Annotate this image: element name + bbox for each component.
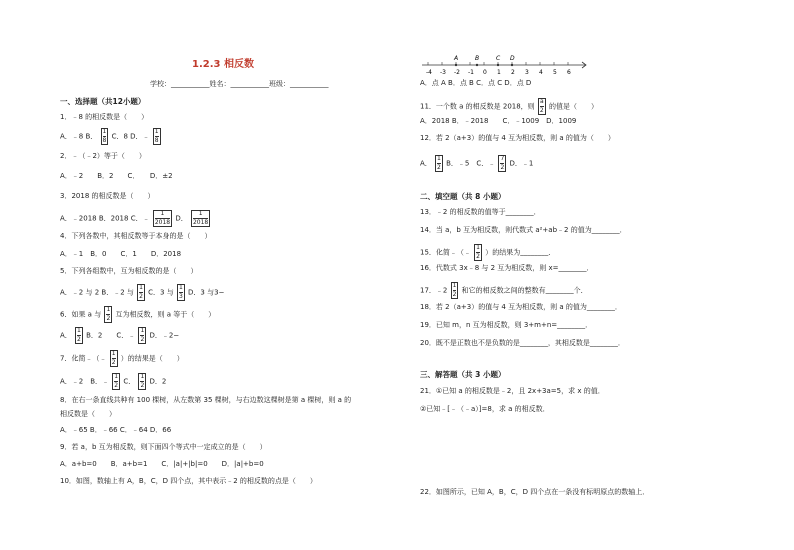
question-8-options: A．﹣65 B．﹣66 C．﹣64 D．66 <box>60 426 172 434</box>
question-9: 9．若 a，b 互为相反数，则下面四个等式中一定成立的是（ ） <box>60 443 267 451</box>
question-20: 20．既不是正数也不是负数的是________，其相反数是________． <box>420 339 625 347</box>
fraction-1-2: $\frac{1}{2}$ <box>140 373 145 389</box>
section-answer-title: 三、解答题（共 3 小题） <box>420 370 506 379</box>
axis-tick-label: 6 <box>567 69 571 76</box>
question-12: 12．若 2（a+3）的值与 4 互为相反数，则 a 的值为（ ） <box>420 134 615 142</box>
fraction-1-2: $\frac{1}{2}$ <box>77 327 81 343</box>
fraction-1-8: $\frac{1}{8}$ <box>154 128 159 144</box>
student-info-line: 学校：___________姓名：___________班级：___________ <box>150 80 329 88</box>
page-title: 1.2.3 相反数 <box>192 59 254 70</box>
question-5: 5．下列各组数中，互为相反数的是（ ） <box>60 267 198 275</box>
fraction-1-2018: $\frac{1}{2018}$ <box>154 210 171 226</box>
question-1: 1．﹣8 的相反数是（ ） <box>60 113 149 121</box>
fraction-1-2: $\frac{1}{2}$ <box>476 244 480 260</box>
fraction-1-2: $\frac{1}{2}$ <box>452 282 457 298</box>
question-19: 19．已知 m，n 互为相反数，则 3+m+n=________． <box>420 321 593 329</box>
question-21-part-2: ②已知﹣[﹣（﹣a）]=8，求 a 的相反数． <box>420 405 550 413</box>
question-5-options: A．﹣2 与 2 B．﹣2 与 $\frac{1}{2}$ C．3 与 $\frac{1}{3}$ D．3 与3− <box>60 284 225 300</box>
question-3: 3．2018 的相反数是（ ） <box>60 192 155 200</box>
fraction-1-2: $\frac{1}{2}$ <box>437 155 441 171</box>
point-label-a: A <box>454 55 459 62</box>
question-14: 14．当 a，b 互为相反数，则代数式 a²+ab﹣2 的值为________． <box>420 226 627 234</box>
question-6: 6．如果 a 与 $\frac{1}{2}$ 互为相反数，则 a 等于（ ） <box>60 306 216 322</box>
axis-tick-label: -2 <box>454 69 460 76</box>
question-12-options: A． $\frac{1}{2}$ B．﹣5 C．﹣ $\frac{7}{2}$ D．﹣1 <box>420 155 534 171</box>
axis-tick-label: -4 <box>426 69 432 76</box>
point-label-b: B <box>475 55 480 62</box>
axis-tick-label: 2 <box>511 69 515 76</box>
question-21-part-1: 21．①已知 a 的相反数是﹣2，且 2x+3a=5，求 x 的值． <box>420 387 605 395</box>
fraction-1-2: $\frac{1}{2}$ <box>111 350 116 366</box>
question-1-options: A．﹣8 B． $\frac{1}{8}$ C．8 D．﹣ $\frac{1}{8}$ <box>60 128 159 144</box>
question-8-line-2: 相反数是（ ） <box>60 410 116 418</box>
question-16: 16．代数式 3x﹣8 与 2 互为相反数，则 x=________． <box>420 264 594 272</box>
fraction-1-8: $\frac{1}{8}$ <box>102 128 107 144</box>
question-2: 2．﹣（﹣2）等于（ ） <box>60 152 146 160</box>
question-10: 10．如图，数轴上有 A，B，C，D 四个点，其中表示﹣2 的相反数的点是（ ） <box>60 477 317 485</box>
fraction-1-3: $\frac{1}{3}$ <box>178 284 183 300</box>
fraction-1-2018: $\frac{1}{2018}$ <box>192 210 209 226</box>
number-line-ticks <box>426 69 571 76</box>
axis-tick-label: 5 <box>553 69 557 76</box>
point-label-d: D <box>510 55 515 62</box>
question-18: 18．若 2（a+3）的值与 4 互为相反数，则 a 的值为________． <box>420 303 622 311</box>
section-fill-title: 二、填空题（共 8 小题） <box>420 192 506 201</box>
fraction-1-2: $\frac{1}{2}$ <box>114 373 119 389</box>
fraction-1-2: $\frac{1}{2}$ <box>106 306 111 322</box>
axis-tick-label: 4 <box>539 69 543 76</box>
question-11: 11．一个数 a 的相反数是 2018，则 $\frac{a}{2}$ 的值是（ ） <box>420 98 598 114</box>
axis-tick-label: 3 <box>525 69 529 76</box>
question-11-options: A．2018 B．﹣2018 C．﹣1009 D．1009 <box>420 117 577 125</box>
axis-tick-label: -1 <box>468 69 474 76</box>
question-7-options: A．﹣2 B．﹣ $\frac{1}{2}$ C． $\frac{1}{2}$ D．2 <box>60 373 167 389</box>
question-7: 7．化简﹣（﹣ $\frac{1}{2}$ ）的结果是（ ） <box>60 350 184 366</box>
question-2-options: A．﹣2 B．2 C． D．±2 <box>60 172 173 180</box>
fraction-7-2: $\frac{7}{2}$ <box>500 155 505 171</box>
fraction-1-2: $\frac{1}{2}$ <box>139 284 143 300</box>
question-13: 13．﹣2 的相反数的值等于________． <box>420 208 541 216</box>
question-3-options: A．﹣2018 B．2018 C．﹣ $\frac{1}{2018}$ D． $\frac{1}{2018}$ <box>60 210 209 226</box>
question-4-options: A．﹣1 B．0 C．1 D．2018 <box>60 250 182 258</box>
number-line-figure <box>420 52 590 78</box>
question-8-line-1: 8．在右一条直线共种有 100 棵树，从左数第 35 棵树，与右边数这棵树是第 a 棵树，则 a 的 <box>60 396 352 404</box>
section-choice-title: 一、选择题（共12小题） <box>60 97 146 106</box>
axis-tick-label: -3 <box>440 69 446 76</box>
question-15: 15．化简﹣（﹣ $\frac{1}{2}$ ）的结果为________． <box>420 244 556 260</box>
question-4: 4．下列各数中，其相反数等于本身的是（ ） <box>60 232 212 240</box>
question-22: 22．如图所示，已知 A，B，C，D 四个点在一条没有标明原点的数轴上． <box>420 488 650 496</box>
axis-tick-label: 1 <box>497 69 501 76</box>
fraction-1-2: $\frac{1}{2}$ <box>140 327 145 343</box>
axis-tick-label: 0 <box>483 69 487 76</box>
fraction-a-2: $\frac{a}{2}$ <box>539 98 544 114</box>
question-17: 17．﹣2 $\frac{1}{2}$ 和它的相反数之间的整数有________个． <box>420 282 588 298</box>
question-6-options: A． $\frac{1}{2}$ B．2 C．﹣ $\frac{1}{2}$ D．﹣2− <box>60 327 180 343</box>
point-label-c: C <box>496 55 501 62</box>
question-9-options: A．a+b=0 B．a+b=1 C．|a|+|b|=0 D．|a|+b=0 <box>60 460 264 468</box>
question-10-options: A．点 A B．点 B C．点 C D．点 D <box>420 79 532 87</box>
